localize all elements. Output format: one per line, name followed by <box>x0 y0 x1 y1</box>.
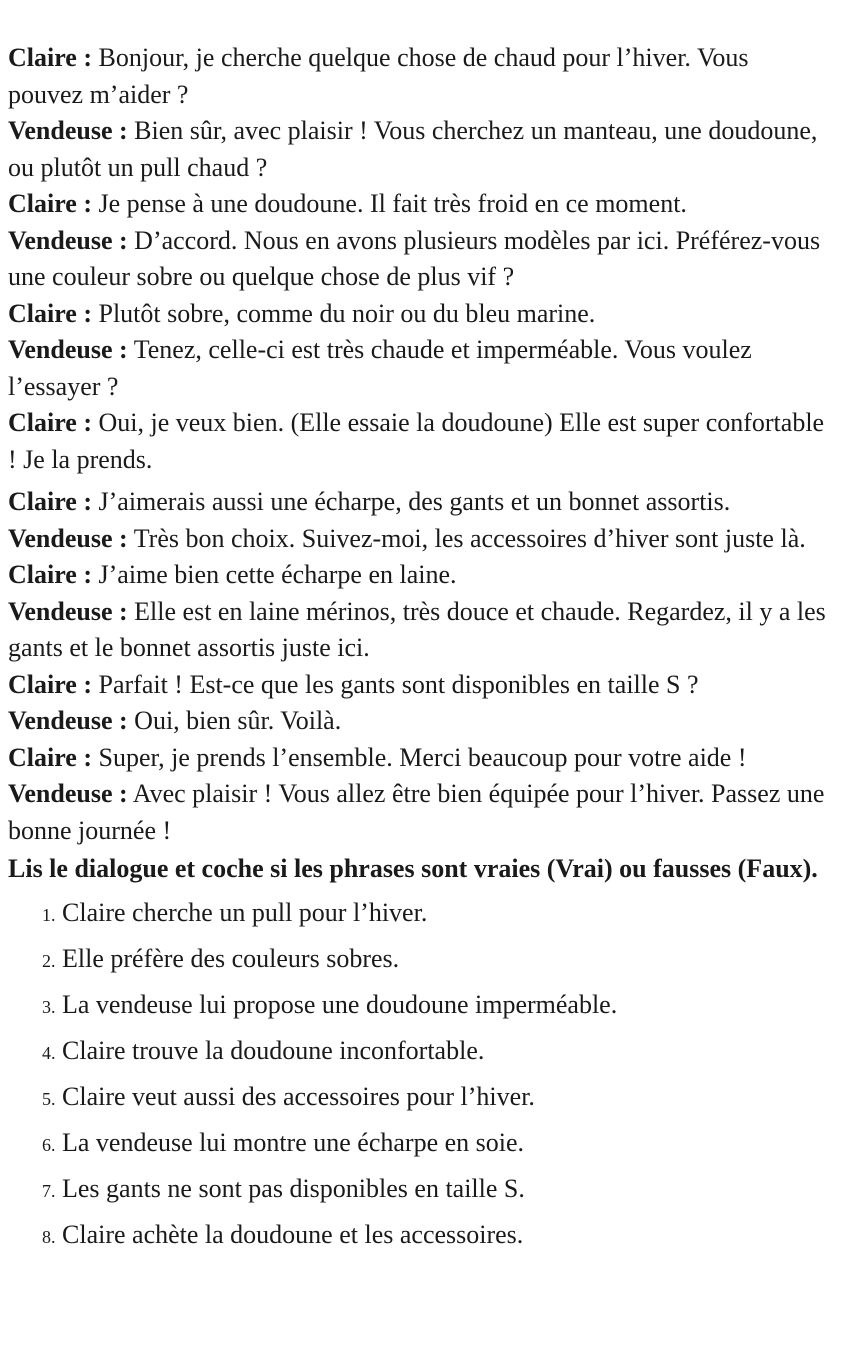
dialogue <box>8 40 830 849</box>
question-item <box>42 1167 830 1213</box>
speaker-name: Vendeuse : <box>8 116 128 145</box>
dialogue-text: J’aimerais aussi une écharpe, des gants et un bonnet assortis. <box>92 487 731 516</box>
question-text: Claire veut aussi des accessoires pour l’hiver. <box>62 1082 535 1111</box>
dialogue-line <box>8 776 830 849</box>
speaker-name: Claire : <box>8 408 92 437</box>
dialogue-text: Bonjour, je cherche quelque chose de chaud pour l’hiver. Vous pouvez m’aider ? <box>8 43 749 109</box>
dialogue-line <box>8 405 830 478</box>
speaker-name: Vendeuse : <box>8 523 128 553</box>
dialogue-line <box>8 703 830 740</box>
dialogue-line <box>8 40 830 113</box>
question-number: 8. <box>42 1227 56 1247</box>
speaker-name: Vendeuse : <box>8 335 128 364</box>
true-false-list <box>8 891 830 1259</box>
dialogue-text: Très bon choix. Suivez-moi, les accessoires d’hiver sont juste là. <box>127 523 806 553</box>
question-number: 6. <box>42 1135 56 1155</box>
speaker-name: Vendeuse : <box>8 596 128 626</box>
question-item <box>42 1075 830 1121</box>
question-item <box>42 937 830 983</box>
exercise-instruction: Lis le dialogue et coche si les phrases sont vraies (Vrai) ou fausses (Faux). <box>8 854 818 883</box>
dialogue-text: Bien sûr, avec plaisir ! Vous cherchez un manteau, une doudoune, ou plutôt un pull chaud ? <box>8 116 818 182</box>
dialogue-text: Je pense à une doudoune. Il fait très froid en ce moment. <box>92 189 687 218</box>
dialogue-text: Elle est en laine mérinos, très douce et chaude. Regardez, il y a les gants et le bonnet assortis juste ici. <box>8 596 826 662</box>
speaker-name: Claire : <box>8 43 92 72</box>
dialogue-line <box>8 332 830 405</box>
question-number: 3. <box>42 997 56 1017</box>
speaker-name: Vendeuse : <box>8 225 128 255</box>
question-text: Claire trouve la doudoune inconfortable. <box>62 1036 485 1065</box>
speaker-name: Claire : <box>8 669 92 699</box>
dialogue-line <box>8 296 830 333</box>
question-item <box>42 983 830 1029</box>
dialogue-text: Plutôt sobre, comme du noir ou du bleu marine. <box>92 298 596 328</box>
question-text: Claire cherche un pull pour l’hiver. <box>62 898 428 927</box>
question-item <box>42 1121 830 1167</box>
dialogue-text: Tenez, celle-ci est très chaude et imperméable. Vous voulez l’essayer ? <box>8 335 752 401</box>
dialogue-line <box>8 740 830 777</box>
dialogue-line <box>8 594 830 667</box>
question-number: 5. <box>42 1089 56 1109</box>
dialogue-text: Avec plaisir ! Vous allez être bien équipée pour l’hiver. Passez une bonne journée ! <box>8 779 825 845</box>
dialogue-text: Oui, bien sûr. Voilà. <box>127 706 342 735</box>
question-text: La vendeuse lui propose une doudoune imperméable. <box>62 990 618 1019</box>
speaker-name: Claire : <box>8 189 92 218</box>
question-number: 7. <box>42 1181 56 1201</box>
question-text: La vendeuse lui montre une écharpe en soie. <box>62 1128 525 1157</box>
question-item <box>42 1029 830 1075</box>
question-text: Claire achète la doudoune et les accessoires. <box>62 1220 524 1249</box>
dialogue-text: Super, je prends l’ensemble. Merci beaucoup pour votre aide ! <box>92 742 747 772</box>
speaker-name: Claire : <box>8 742 92 772</box>
dialogue-line <box>8 521 830 558</box>
dialogue-line <box>8 557 830 594</box>
speaker-name: Claire : <box>8 560 92 589</box>
speaker-name: Vendeuse : <box>8 706 128 735</box>
dialogue-line <box>8 186 830 223</box>
question-number: 2. <box>42 951 56 971</box>
dialogue-text: Oui, je veux bien. (Elle essaie la doudoune) Elle est super confortable ! Je la prends. <box>8 408 825 474</box>
speaker-name: Claire : <box>8 298 92 328</box>
question-text: Les gants ne sont pas disponibles en taille S. <box>62 1174 525 1203</box>
dialogue-text: J’aime bien cette écharpe en laine. <box>92 560 457 589</box>
dialogue-line <box>8 113 830 186</box>
dialogue-line <box>8 667 830 704</box>
question-text: Elle préfère des couleurs sobres. <box>62 944 400 973</box>
dialogue-text: D’accord. Nous en avons plusieurs modèles par ici. Préférez-vous une couleur sobre ou quelque chose de plus vif ? <box>8 225 821 291</box>
question-item <box>42 891 830 937</box>
question-item <box>42 1213 830 1259</box>
dialogue-text: Parfait ! Est-ce que les gants sont disponibles en taille S ? <box>92 669 699 699</box>
question-number: 1. <box>42 905 56 925</box>
question-number: 4. <box>42 1043 56 1063</box>
dialogue-line <box>8 484 830 521</box>
speaker-name: Claire : <box>8 487 92 516</box>
dialogue-line <box>8 223 830 296</box>
speaker-name: Vendeuse : <box>8 779 128 808</box>
